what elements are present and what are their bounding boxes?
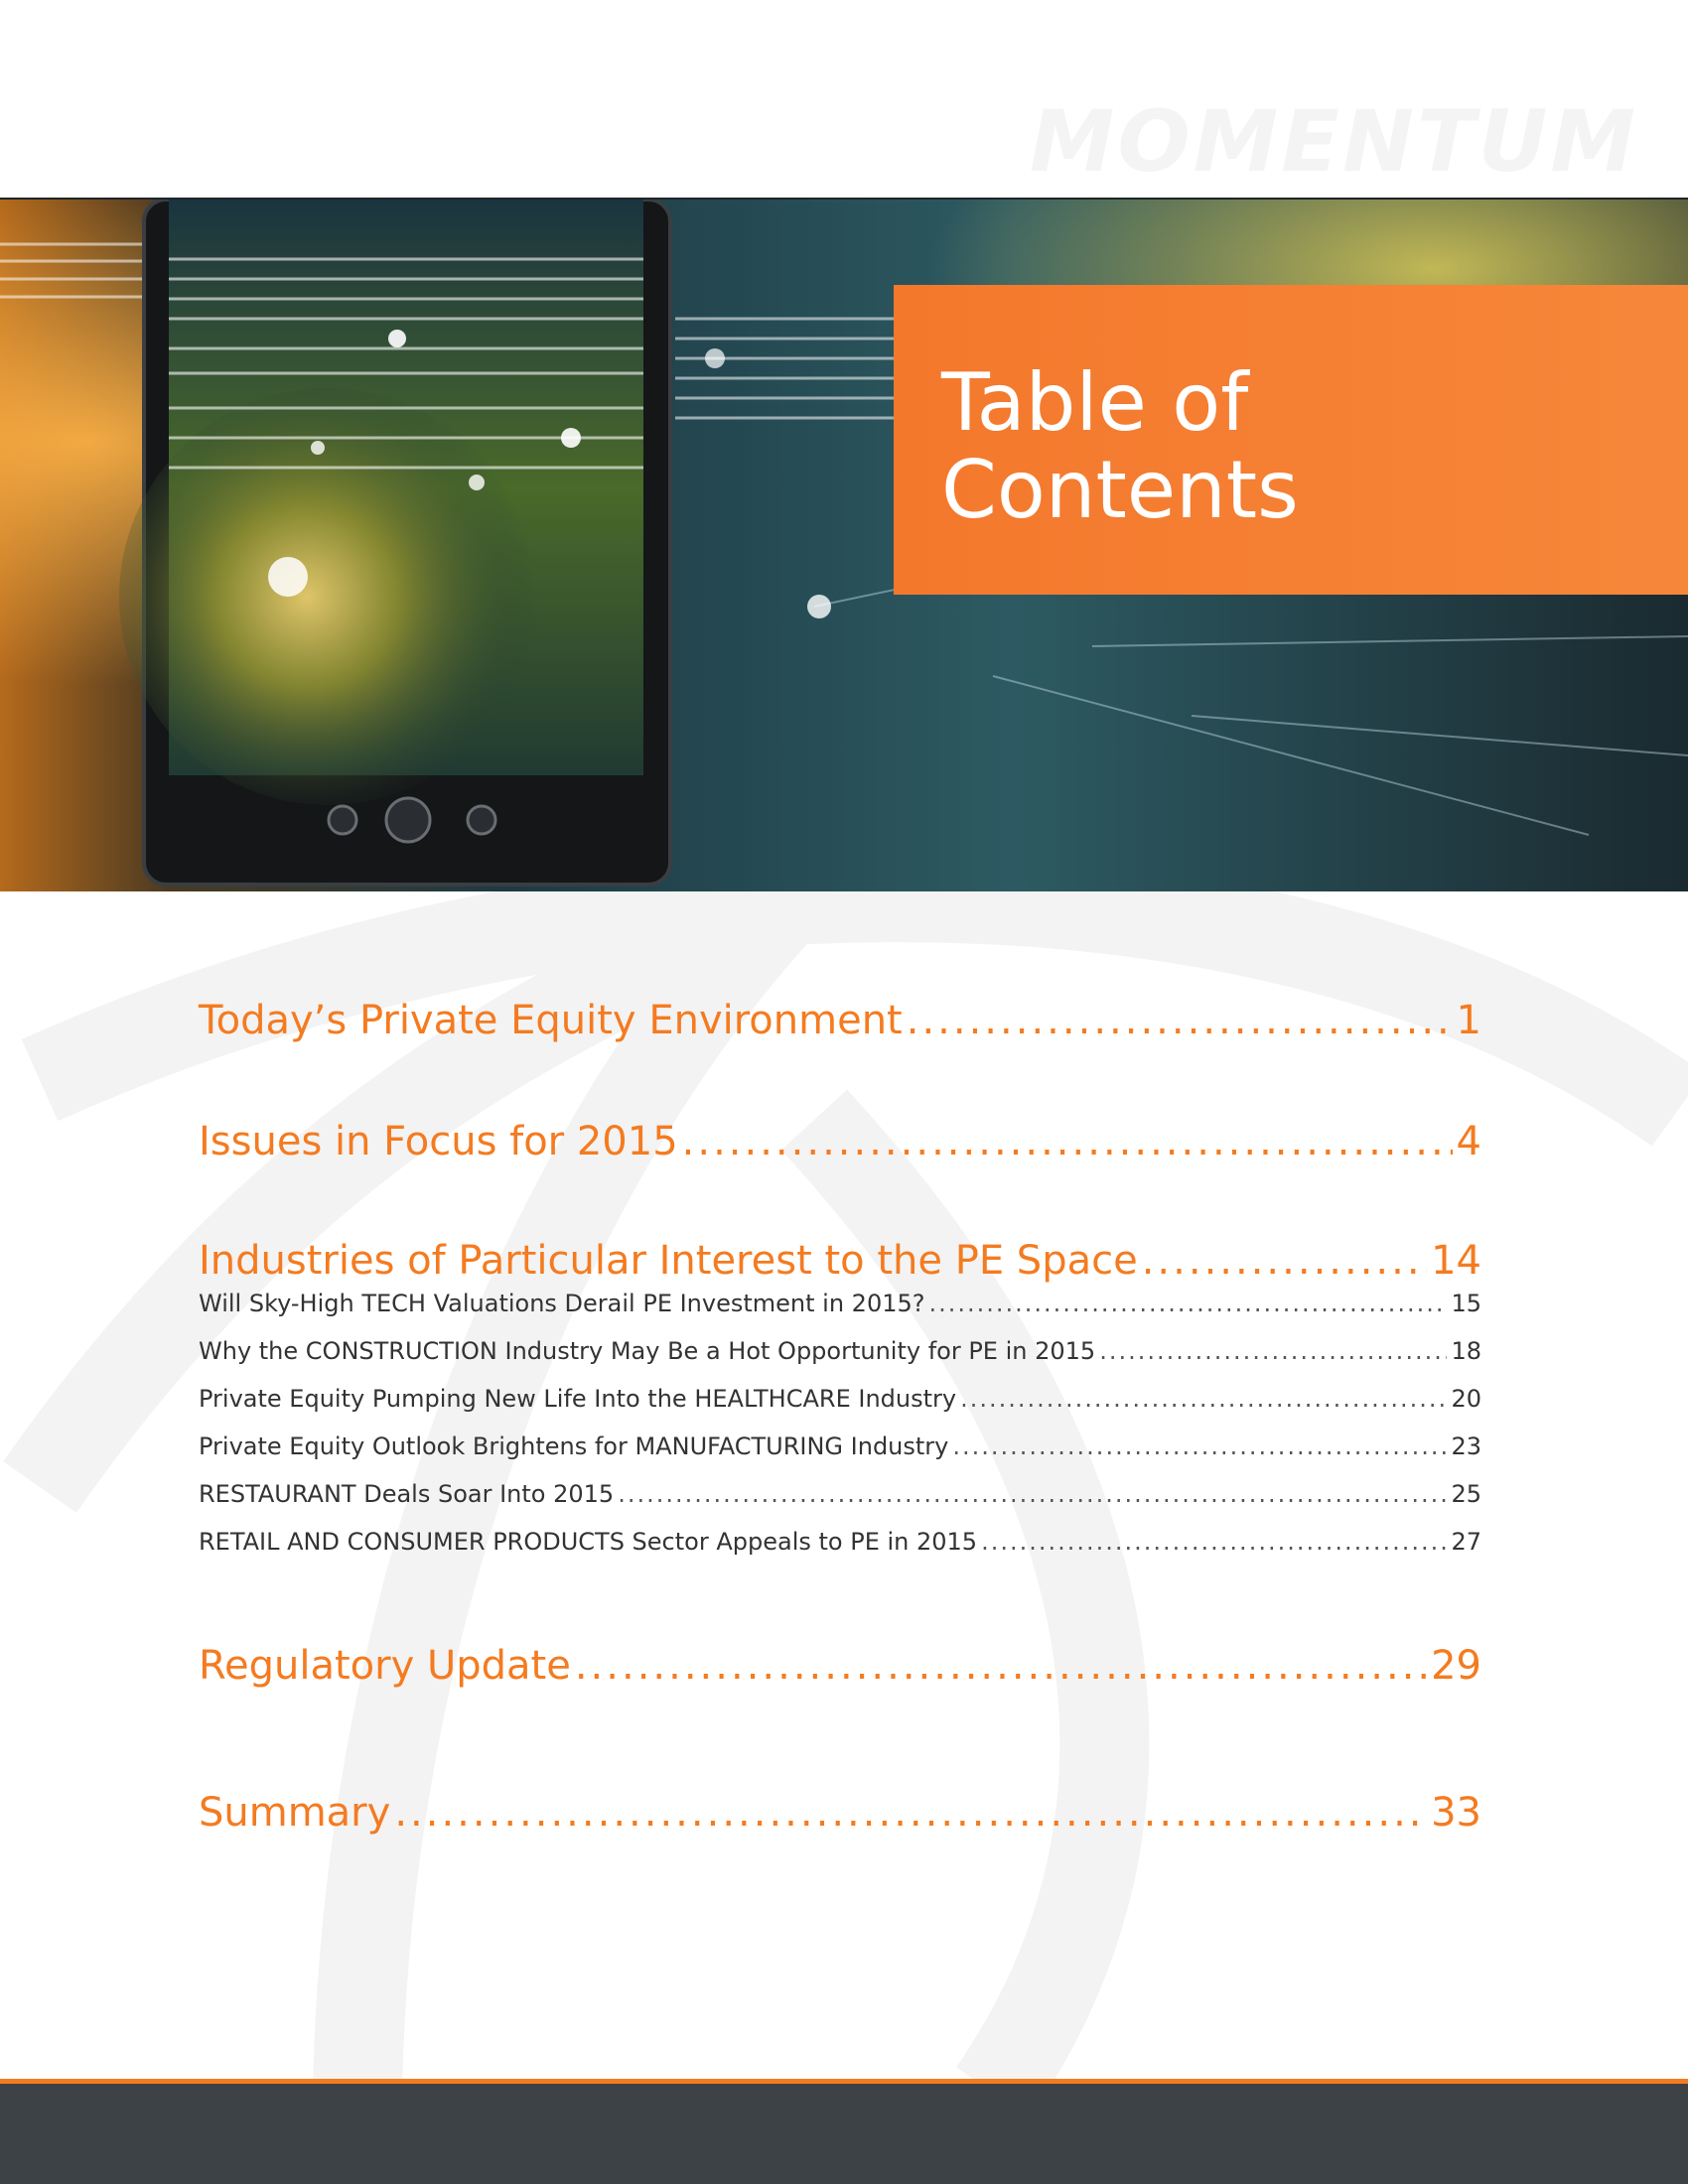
toc-entry-title: Regulatory Update (199, 1643, 571, 1689)
toc-subentry-healthcare[interactable] (199, 1385, 1481, 1413)
page-title: Table of Contents (941, 356, 1299, 536)
dot-leader (952, 1433, 1447, 1460)
dot-leader (929, 1290, 1448, 1317)
dot-leader (1142, 1238, 1427, 1284)
toc-subentry-page: 25 (1451, 1480, 1481, 1508)
dot-leader (1099, 1337, 1447, 1365)
toc-entry-industries[interactable] (199, 1238, 1481, 1284)
dot-leader (960, 1385, 1447, 1413)
toc-entry-regulatory-update[interactable] (199, 1643, 1481, 1689)
dot-leader (394, 1790, 1427, 1836)
toc-subentry-manufacturing[interactable] (199, 1433, 1481, 1460)
dot-leader (575, 1643, 1427, 1689)
toc-entry-summary[interactable] (199, 1790, 1481, 1836)
toc-subentry-tech[interactable] (199, 1290, 1481, 1317)
toc-entry-issues-in-focus[interactable] (199, 1119, 1481, 1164)
toc-entry-page: 29 (1431, 1643, 1481, 1689)
table-of-contents (199, 998, 1481, 1836)
dot-leader (907, 998, 1453, 1043)
toc-subentry-construction[interactable] (199, 1337, 1481, 1365)
toc-entry-page: 1 (1456, 998, 1481, 1043)
toc-subentry-title: Private Equity Pumping New Life Into the HEALTHCARE Industry (199, 1385, 957, 1413)
toc-entry-todays-environment[interactable] (199, 998, 1481, 1043)
momentum-watermark: MOMENTUM (1029, 92, 1638, 192)
toc-subentry-title: Private Equity Outlook Brightens for MANUFACTURING Industry (199, 1433, 949, 1460)
toc-title-banner (894, 285, 1688, 595)
toc-subentry-page: 20 (1451, 1385, 1481, 1413)
toc-entry-page: 33 (1431, 1790, 1481, 1836)
toc-subentry-restaurant[interactable] (199, 1480, 1481, 1508)
toc-entry-title: Today’s Private Equity Environment (199, 998, 903, 1043)
dot-leader (618, 1480, 1447, 1508)
toc-subentry-page: 27 (1451, 1528, 1481, 1556)
toc-entry-title: Summary (199, 1790, 391, 1836)
dot-leader (682, 1119, 1453, 1164)
dot-leader (981, 1528, 1447, 1556)
toc-entry-title: Industries of Particular Interest to the PE Space (199, 1238, 1138, 1284)
toc-entry-title: Issues in Focus for 2015 (199, 1119, 678, 1164)
toc-subentry-title: RESTAURANT Deals Soar Into 2015 (199, 1480, 615, 1508)
toc-entry-page: 4 (1456, 1119, 1481, 1164)
toc-subentry-page: 15 (1451, 1290, 1481, 1317)
footer-bar (0, 2084, 1688, 2184)
toc-subentry-title: Will Sky-High TECH Valuations Derail PE Investment in 2015? (199, 1290, 925, 1317)
toc-subentry-retail[interactable] (199, 1528, 1481, 1556)
toc-subentry-title: Why the CONSTRUCTION Industry May Be a Hot Opportunity for PE in 2015 (199, 1337, 1096, 1365)
toc-subentry-page: 23 (1451, 1433, 1481, 1460)
toc-entry-page: 14 (1431, 1238, 1481, 1284)
toc-subentry-title: RETAIL AND CONSUMER PRODUCTS Sector Appeals to PE in 2015 (199, 1528, 978, 1556)
toc-subentry-page: 18 (1451, 1337, 1481, 1365)
